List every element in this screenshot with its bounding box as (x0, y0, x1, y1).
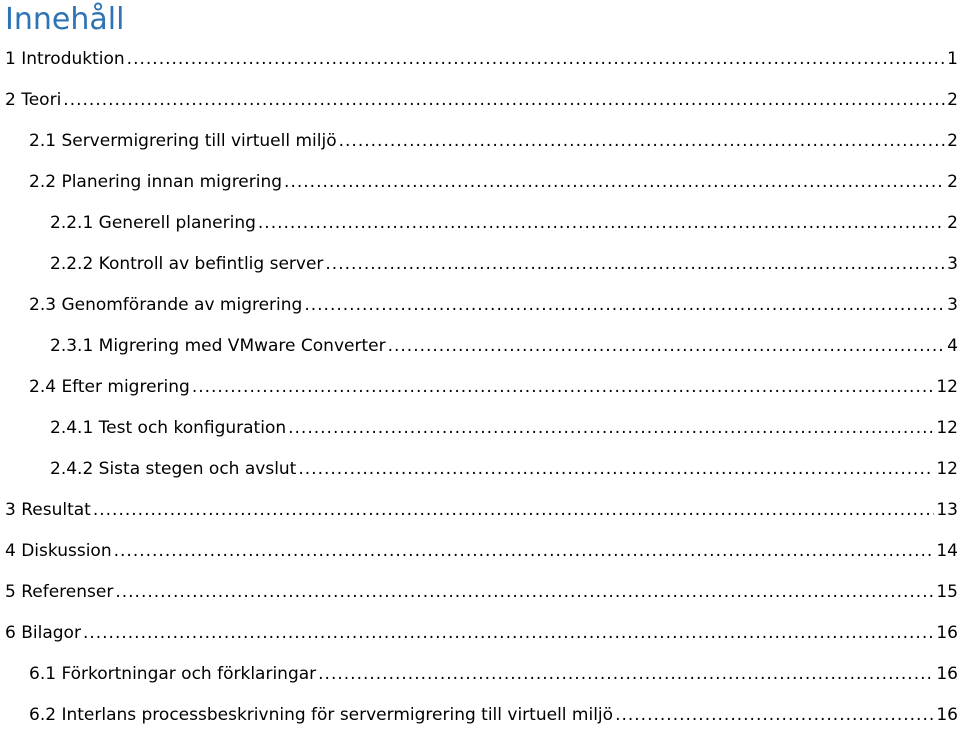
toc-entry-label: 2.1 Servermigrering till virtuell miljö (29, 131, 337, 151)
toc-dot-leader (63, 89, 945, 111)
toc-dot-leader (318, 663, 934, 685)
toc-entry[interactable] (50, 458, 958, 480)
toc-page-number: 12 (936, 377, 958, 397)
toc-entry-label: 4 Diskussion (5, 541, 112, 561)
toc-dot-leader (288, 417, 934, 439)
toc-dot-leader (127, 48, 946, 70)
toc-page-number: 16 (936, 705, 958, 725)
toc-dot-leader (258, 212, 945, 234)
toc-entry-label: 6 Bilagor (5, 623, 81, 643)
toc-entry-label: 3 Resultat (5, 500, 91, 520)
toc-entry[interactable] (29, 376, 958, 398)
toc-entry[interactable] (29, 294, 958, 316)
toc-page-number: 15 (936, 582, 958, 602)
toc-entry[interactable] (29, 704, 958, 726)
toc-dot-leader (284, 171, 945, 193)
toc-entry[interactable] (29, 663, 958, 685)
toc-entry-label: 2.4.1 Test och konfiguration (50, 418, 287, 438)
toc-dot-leader (93, 499, 935, 521)
toc-dot-leader (192, 376, 935, 398)
toc-page-number: 16 (936, 623, 958, 643)
toc-entry[interactable] (5, 89, 958, 111)
toc-dot-leader (83, 622, 934, 644)
toc-entry[interactable] (50, 212, 958, 234)
toc-dot-leader (339, 130, 946, 152)
toc-entry[interactable] (5, 581, 958, 603)
toc-dot-leader (298, 458, 934, 480)
toc-entry[interactable] (5, 622, 958, 644)
toc-entry[interactable] (5, 48, 958, 70)
toc-entry[interactable] (5, 499, 958, 521)
toc-dot-leader (388, 335, 946, 357)
toc-entry-label: 2.2.2 Kontroll av befintlig server (50, 254, 324, 274)
toc-entry-label: 6.2 Interlans processbeskrivning för servermigrering till virtuell miljö (29, 705, 614, 725)
toc-entry-label: 2.3 Genomförande av migrering (29, 295, 303, 315)
toc-page-number: 12 (936, 459, 958, 479)
toc-page-number: 2 (947, 213, 958, 233)
toc-page-number: 3 (947, 295, 958, 315)
toc-entry-label: 2 Teori (5, 90, 62, 110)
toc-entry-label: 2.2.1 Generell planering (50, 213, 256, 233)
toc-entry-label: 5 Referenser (5, 582, 114, 602)
toc-page-number: 14 (936, 541, 958, 561)
toc-page-number: 2 (947, 90, 958, 110)
toc-entry[interactable] (50, 417, 958, 439)
toc-page-number: 3 (947, 254, 958, 274)
toc-entry-label: 2.3.1 Migrering med VMware Converter (50, 336, 386, 356)
toc-dot-leader (325, 253, 945, 275)
toc-entry[interactable] (50, 253, 958, 275)
toc-dot-leader (304, 294, 945, 316)
toc-page-number: 13 (936, 500, 958, 520)
toc-entry-label: 2.4.2 Sista stegen och avslut (50, 459, 297, 479)
toc-page-number: 16 (936, 664, 958, 684)
toc-entry-label: 1 Introduktion (5, 49, 125, 69)
toc-entry[interactable] (5, 540, 958, 562)
toc-page-number: 2 (947, 172, 958, 192)
toc-page-number: 1 (947, 49, 958, 69)
toc-entry[interactable] (29, 130, 958, 152)
toc-page-number: 12 (936, 418, 958, 438)
toc-page-number: 4 (947, 336, 958, 356)
toc-entry-label: 6.1 Förkortningar och förklaringar (29, 664, 317, 684)
toc-dot-leader (114, 540, 935, 562)
toc-entry[interactable] (29, 171, 958, 193)
toc-dot-leader (115, 581, 934, 603)
toc-entry-label: 2.2 Planering innan migrering (29, 172, 283, 192)
toc-entry-label: 2.4 Efter migrering (29, 377, 190, 397)
toc-dot-leader (615, 704, 934, 726)
toc-entry[interactable] (50, 335, 958, 357)
toc-page-number: 2 (947, 131, 958, 151)
toc-heading: Innehåll (5, 2, 125, 37)
